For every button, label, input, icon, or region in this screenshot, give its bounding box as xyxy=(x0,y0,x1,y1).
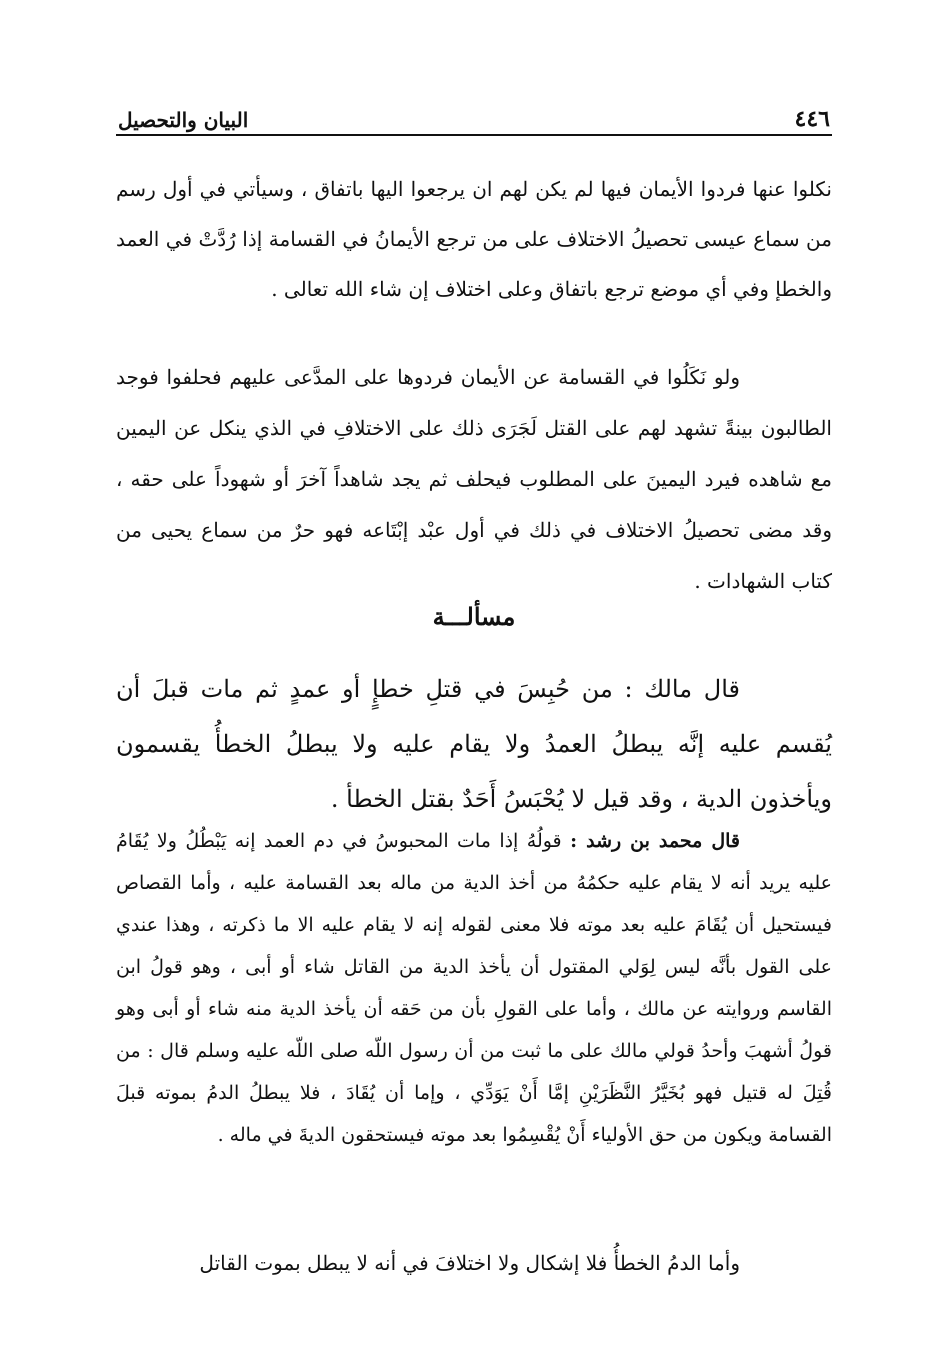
paragraph-3-malik-statement: قال مالك : من حُبِسَ في قتلِ خطإٍ أو عمدٍ ثم مات قبلَ أن يُقسم عليه إنَّه يبطلُ العمدُ ولا يقام عليه ولا يبطلُ الخطأُ يقسمون ويأخذون الدية ، وقد قيل لا يُحْبَسُ أَحَدٌ بقتل الخطأ . xyxy=(116,675,832,813)
running-title: البيان والتحصيل xyxy=(118,108,249,132)
page-number: ٤٤٦ xyxy=(794,106,830,132)
paragraph-2: ولو نَكَلُوا في القسامة عن الأيمان فردوها على المدَّعى عليهم فحلفوا فوجد الطالبون بينةً تشهد لهم على القتل لَجَرَى ذلك على الاختلافِ في الذي ينكل عن اليمين مع شاهده فيرد اليمينَ على المطلوب فيحلف ثم يجد شاهداً آخرَ أو شهوداً على حقه ، وقد مضى تحصيلُ الاختلاف في ذلك في أول عبْد إبْتَاعه فهو حرٌ من سماع يحيى من كتاب الشهادات . xyxy=(116,365,832,593)
header-rule xyxy=(116,134,832,136)
section-heading: مسألـــة xyxy=(432,602,516,631)
paragraph-4-commentary xyxy=(116,820,832,1156)
commentary-text: قولُهُ إذا مات المحبوسُ في دم العمد إنه يَبْطُلُ ولا يُقَامُ عليه يريد أنه لا يقام عليه حكمُهُ من أخذ الدية من ماله بعد القسامة عليه ، وأما القصاص فيستحيل أن يُقَامَ عليه بعد موته فلا معنى لقوله إنه لا يقام عليه الا ما ذكرته ، وهذا عندي على القول بأنَّه ليس لِوَلي المقتول أن يأخذ الدية من القاتل شاء أو أبى ، وهو قولُ ابن القاسم وروايته عن مالك ، وأما على القولِ بأن من حَقه أن يأخذ الدية منه شاء أو أبى وهو قولُ أشهبَ وأحدُ قولي مالك على ما ثبت من أن رسول اللّه صلى اللّه عليه وسلم قال : من قُتِلَ له قتيل فهو بُخَيَّرُ النَّظَرَيْنِ إمَّا أَنْ يَوَدِّي ، وإما أن يُقَادَ ، فلا يبطلُ الدمُ بموته قبلَ القسامة ويكون من حق الأولياء أَنْ يُقْسِمُوا بعد موته فيستحقون الديةَ في ماله . xyxy=(116,830,832,1146)
paragraph-1: نكلوا عنها فردوا الأيمان فيها لم يكن لهم ان يرجعوا اليها باتفاق ، وسيأتي في أول رسم من سماع عيسى تحصيلُ الاختلاف على من ترجع الأيمانُ في القسامة إذا رُدَّتْ في العمد والخطإ وفي أي موضع ترجع باتفاق وعلى اختلاف إن شاء الله تعالى . xyxy=(116,177,832,301)
paragraph-5: وأما الدمُ الخطأُ فلا إشكال ولا اختلافَ في أنه لا يبطل بموت القاتل xyxy=(199,1251,740,1275)
commentator-label: قال محمد بن رشد : xyxy=(570,830,741,852)
running-header xyxy=(118,92,830,132)
